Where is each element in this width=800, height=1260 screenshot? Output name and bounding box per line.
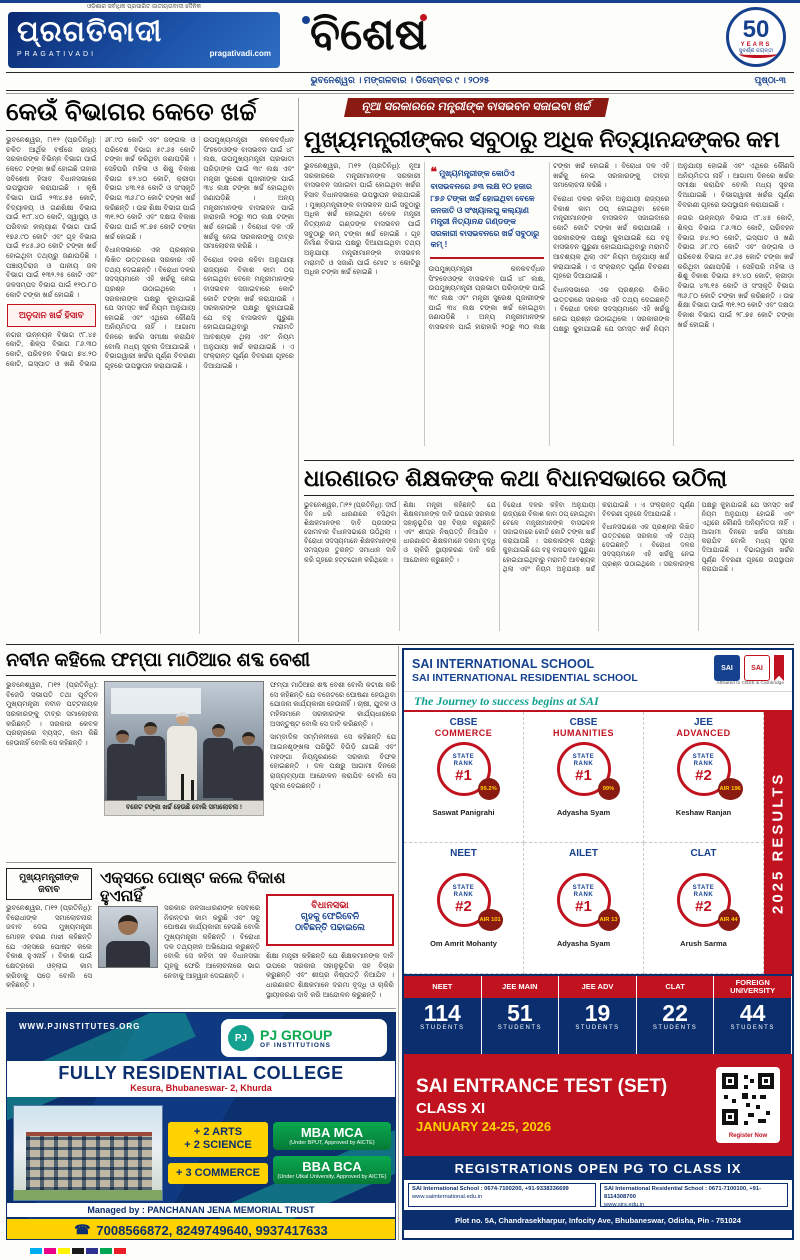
dateline-rule-2 bbox=[6, 93, 794, 94]
photo-caption: ବଜେଟ ଟଙ୍କା ଖର୍ଚ୍ଚ ହେଉଛି ବୋଲି ସମାଲୋଚନା ! bbox=[104, 801, 264, 816]
photo-figure bbox=[135, 722, 165, 796]
rank-number: #2 bbox=[695, 898, 712, 916]
pj-brand-panel bbox=[221, 1019, 387, 1057]
contact-phone: SAI International Residential School : 0671-7100100, +91-8114308700 bbox=[604, 1186, 762, 1200]
article-paragraph: ବିଧାନସଭାରେ ଏକ ପ୍ରଶ୍ନର ଲିଖିତ ଉତ୍ତରରେ ସରକାର ଏହି ତଥ୍ୟ ଦେଇଛନ୍ତି । ବିରୋଧୀ ଦଳର ସଦସ୍ୟମାନେ ଏହି ଖର୍ଚ୍ଚକୁ ନେଇ ପ୍ରଶ୍ନ ଉଠାଇଥିଲେ । ସରକାରଙ୍କ ପକ୍ଷରୁ କୁହାଯାଇଛି ଯେ ସମସ୍ତ ଖର୍ଚ୍ଚ ନିୟମ ଅନୁଯାୟୀ ହୋଇଛି ଏବଂ ଏଥିରେ କୌଣସି ଅନିୟମିତତା ନାହିଁ । ଆଗାମୀ ଦିନରେ ଖର୍ଚ୍ଚର ସମୀକ୍ଷା କରାଯିବ ବୋଲି ମଧ୍ୟ ସୂଚନା ଦିଆଯାଇଛି । ବିଭାଗୱାରୀ ଖର୍ଚ୍ଚର ପୂର୍ଣ୍ଣ ବିବରଣୀ ଗୃହରେ ଉପସ୍ଥାପନ କରାଯାଇଛି । bbox=[553, 163, 794, 333]
stat-unit: STUDENTS bbox=[575, 1025, 620, 1032]
masthead-website: pragativadi.com bbox=[209, 49, 271, 59]
set-date: JANUARY 24-25, 2026 bbox=[416, 1118, 552, 1134]
result-cell-cbse-commerce bbox=[404, 712, 524, 843]
sai-results-area bbox=[404, 712, 792, 974]
print-color-marks bbox=[30, 1248, 126, 1254]
masthead-latin: PRAGATIVADI bbox=[17, 51, 97, 59]
rank-label: STATE bbox=[692, 885, 715, 892]
score-badge: 99% bbox=[598, 778, 620, 800]
stat-jee-main bbox=[482, 976, 560, 1054]
article-column bbox=[164, 904, 260, 1004]
article-paragraph: ଭୁବନେଶ୍ୱର, ୮ା୧୨ (ପ୍ରତିନିଧି): ଚଳିତ ଆର୍ଥିକ ବର୍ଷରେ ରାଜ୍ୟ ସରକାରଙ୍କ ବିଭିନ୍ନ ବିଭାଗ ପାଇଁ କେତେ ଟଙ୍କା ଖର୍ଚ୍ଚ ହୋଇଛି ତାହାର ସବିଶେଷ ହିସାବ ବିଧାନସଭାରେ ଉପସ୍ଥାପନ କରାଯାଇଛି । କୃଷି ବିଭାଗ ପାଇଁ ୨୩୪.୭୫ କୋଟି, ବିଦ୍ୟାଳୟ ଓ ଗଣଶିକ୍ଷା ବିଭାଗ ପାଇଁ ୧୯୮.୪୦ କୋଟି, ସ୍ୱାସ୍ଥ୍ୟ ଓ ପରିବାର କଲ୍ୟାଣ ବିଭାଗ ପାଇଁ ୧୭୬.୯୦ କୋଟି ଏବଂ ଗୃହ ବିଭାଗ ପାଇଁ ୧୪୫.୬୦ କୋଟି ଟଙ୍କା ଖର୍ଚ୍ଚ ହୋଇଥିବା ତଥ୍ୟରୁ ଜଣାପଡ଼ିଛି । ପଞ୍ଚାୟତିରାଜ ଓ ପାନୀୟ ଜଳ ବିଭାଗ ପାଇଁ ୧୩୨.୨୫ କୋଟି ଏବଂ ଜଳସମ୍ପଦ ବିଭାଗ ପାଇଁ ୧୨୦.୮୦ କୋଟି ଟଙ୍କା ଖର୍ଚ୍ଚ ହୋଇଛି । bbox=[6, 137, 97, 299]
article-column bbox=[6, 904, 92, 1004]
highlight-line: ଠାବିଛନ୍ତି ପଢାଇଲେ bbox=[295, 922, 365, 932]
highlight-box bbox=[266, 894, 394, 946]
rank-label: RANK bbox=[453, 892, 474, 899]
stat-value: 51 bbox=[507, 1000, 533, 1026]
stat-neet bbox=[404, 976, 482, 1054]
result-cell-cbse-humanities bbox=[524, 712, 644, 843]
sai-logos bbox=[714, 655, 784, 681]
score-badge: AIR 101 bbox=[478, 909, 503, 931]
article-paragraph: ଭୁବନେଶ୍ୱର, ୮ା୧୨ (ପ୍ରତିନିଧି): ବିରୋଧୀଙ୍କ ସମାଲୋଚନାର ଜବାବ ଦେଇ ମୁଖ୍ୟମନ୍ତ୍ରୀ ମୋହନ ଚରଣ ମାଝୀ କହିଛନ୍ତି ଯେ ଏକ୍ସରେ ପୋଷ୍ଟ କଲେ ବିକାଶ ହୁଏନାହିଁ । ବିକାଶ ପାଇଁ କ୍ଷେତ୍ରରେ ଓହ୍ଲାଇ କାମ କରିବାକୁ ପଡ଼େ ବୋଲି ସେ କହିଛନ୍ତି । bbox=[6, 905, 92, 990]
result-cell-neet bbox=[404, 843, 524, 974]
column-divider bbox=[298, 98, 299, 642]
contact-residential-school bbox=[600, 1183, 788, 1207]
pull-quote bbox=[430, 162, 545, 259]
article-paragraph: ବିରୋଧୀ ଦଳର କହିବା ଅନୁଯାୟୀ ରାଜ୍ୟରେ ବିକାଶ କାମ ଠପ୍ ହୋଇଥିବା ବେଳେ ମନ୍ତ୍ରୀମାନଙ୍କ ବାସଭବନ ସଜାଇବାରେ କୋଟି କୋଟି ଟଙ୍କା ଖର୍ଚ୍ଚ କରାଯାଉଛି । ସରକାରଙ୍କ ପକ୍ଷରୁ କୁହାଯାଇଛି ଯେ ବହୁ ବାସଭବନ ପୁରୁଣା ହୋଇଯାଇଥିବାରୁ ମରାମତି ଆବଶ୍ୟକ ଥିଲା ଏବଂ ନିୟମ ଅନୁଯାୟୀ ଖର୍ଚ୍ଚ କରାଯାଇଛି । ଏ ସଂକ୍ରାନ୍ତ ପୂର୍ଣ୍ଣ ବିବରଣୀ ଗୃହରେ ଦିଆଯାଇଛି । bbox=[203, 256, 294, 371]
rank-label: RANK bbox=[693, 761, 714, 768]
campus-photo bbox=[13, 1105, 163, 1201]
print-mark bbox=[30, 1248, 42, 1254]
stat-label: JEE ADV bbox=[559, 976, 636, 998]
stat-label: CLAT bbox=[637, 976, 714, 998]
subhead-box: ଅନୁଦାନ ଖର୍ଚ୍ଚ ହିସାବ bbox=[7, 304, 96, 326]
score-badge: AIR 44 bbox=[718, 909, 740, 931]
pj-phone-bar bbox=[7, 1219, 395, 1240]
pj-website: WWW.PJINSTITUTES.ORG bbox=[19, 1022, 141, 1031]
masthead bbox=[8, 12, 280, 68]
rank-label: STATE bbox=[572, 754, 595, 761]
pj-location: Kesura, Bhubaneswar- 2, Khurda bbox=[130, 1082, 272, 1093]
article-paragraph: ବିରୋଧୀ ଦଳର କହିବା ଅନୁଯାୟୀ ରାଜ୍ୟରେ ବିକାଶ କାମ ଠପ୍ ହୋଇଥିବା ବେଳେ ମନ୍ତ୍ରୀମାନଙ୍କ ବାସଭବନ ସଜାଇବାରେ କୋଟି କୋଟି ଟଙ୍କା ଖର୍ଚ୍ଚ କରାଯାଉଛି । ସରକାରଙ୍କ ପକ୍ଷରୁ କୁହାଯାଇଛି ଯେ ବହୁ ବାସଭବନ ପୁରୁଣା ହୋଇଯାଇଥିବାରୁ ମରାମତି ଆବଶ୍ୟକ ଥିଲା ଏବଂ ନିୟମ ଅନୁଯାୟୀ ଖର୍ଚ୍ଚ କରାଯାଇଛି । ଏ ସଂକ୍ରାନ୍ତ ପୂର୍ଣ୍ଣ ବିବରଣୀ ଗୃହରେ ଦିଆଯାଇଛି । bbox=[553, 195, 670, 281]
rank-label: STATE bbox=[452, 754, 475, 761]
rank-label: RANK bbox=[693, 892, 714, 899]
sai-stats-row bbox=[404, 974, 792, 1054]
student-name: Om Amrit Mohanty bbox=[430, 939, 497, 948]
stat-label: NEET bbox=[404, 976, 481, 998]
microphone bbox=[181, 774, 184, 800]
article-kicker: ନୂଆ ସରକାରରେ ମନ୍ତ୍ରୀଙ୍କ ବାସଭବନ ସଜାଇବା ଖର୍ଚ୍ଚ bbox=[344, 98, 609, 117]
photo-figure bbox=[203, 724, 233, 798]
anniversary-emblem bbox=[726, 7, 786, 67]
anniversary-number: 50 bbox=[742, 16, 770, 43]
article-paragraph: ଭୁବନେଶ୍ୱର, ୮ା୧୨ (ପ୍ରତିନିଧି): ଦୀର୍ଘ ଦିନ ଧରି ଧାରଣାରେ ବସିଥିବା ଶିକ୍ଷକମାନଙ୍କ ଦାବି ପ୍ରସଙ୍ଗ ସୋମବାର ବିଧାନସଭାରେ ଉଠିଥିଲା । ବିରୋଧୀ ସଦସ୍ୟମାନେ ଶିକ୍ଷକମାନଙ୍କ ସମସ୍ୟାର ତୁରନ୍ତ ସମାଧାନ ଦାବି କରି ଗୃହରେ ହଟ୍ଟଗୋଳ କରିଥିଲେ । bbox=[304, 502, 397, 564]
ad-divider bbox=[398, 646, 399, 1240]
article-headline: ନବୀନ କହିଲେ ଫମ୍ପା ମାଠିଆର ଶବ୍ଦ ବେଶୀ bbox=[6, 650, 311, 671]
portrait-head bbox=[118, 915, 138, 935]
stat-value: 22 bbox=[662, 1000, 688, 1026]
result-exam: NEET bbox=[450, 848, 477, 859]
highlight-line: ବିଧାନସଭା bbox=[311, 900, 349, 911]
stat-value: 44 bbox=[739, 1000, 766, 1026]
sai-tagline: The Journey to success begins at SAI bbox=[404, 692, 792, 712]
student-name: Adyasha Syam bbox=[556, 808, 611, 817]
highlight-line: ଗୃହକୁ ଫେରିବେନି bbox=[300, 911, 360, 921]
course-chip bbox=[168, 1122, 268, 1156]
contact-day-school bbox=[408, 1183, 596, 1207]
stat-value: 114 bbox=[423, 1000, 461, 1026]
article-paragraph: ସରକାର ଜନସାଧାରଣଙ୍କ ସେବାରେ ନିରନ୍ତର କାମ କରୁଛି ଏବଂ ସବୁ ଘୋଷଣା କାର୍ଯ୍ୟକାରୀ ହେଉଛି ବୋଲି ମୁଖ୍ୟମନ୍ତ୍ରୀ କହିଛନ୍ତି । ବିରୋଧୀ ଦଳ ତଥ୍ୟହୀନ ଅଭିଯୋଗ କରୁଛନ୍ତି ବୋଲି ସେ କହିବା ସହ ବିଧାନସଭା ଗୃହକୁ ଫେରି ଆଲୋଚନାରେ ଭାଗ ନେବାକୁ ଆହ୍ୱାନ ଦେଇଛନ୍ତି । bbox=[164, 905, 260, 980]
pj-phone-numbers: 7008566872, 8249749640, 9937417633 bbox=[96, 1222, 328, 1238]
rank-number: #1 bbox=[575, 898, 592, 916]
rank-label: STATE bbox=[692, 754, 715, 761]
rank-label: STATE bbox=[452, 885, 475, 892]
phone-icon: ☎ bbox=[74, 1222, 91, 1237]
program-box bbox=[273, 1156, 391, 1184]
headline-rule bbox=[304, 156, 794, 157]
article-cm-residence-expense bbox=[304, 98, 794, 456]
set-title: SAI ENTRANCE TEST (SET) bbox=[416, 1076, 668, 1098]
article-paragraph: ନଗର ଉନ୍ନୟନ ବିଭାଗ ୯୮.୪୫ କୋଟି, ଶିଳ୍ପ ବିଭାଗ ୮୬.୩୦ କୋଟି, ପରିବହନ ବିଭାଗ ୭୪.୨୦ କୋଟି, ଇସ୍ପାତ ଓ ଖଣି ବିଭାଗ ୬୮.୯୦ କୋଟି ଏବଂ ଜଙ୍ଗଲ ଓ ପରିବେଶ ବିଭାଗ ୫୯.୬୫ କୋଟି ଟଙ୍କା ଖର୍ଚ୍ଚ କରିଥିବା ଜଣାପଡ଼ିଛି । ସେହିପରି ମହିଳା ଓ ଶିଶୁ ବିକାଶ ବିଭାଗ ୫୨.୪୦ କୋଟି, କ୍ରୀଡ଼ା ବିଭାଗ ୪୩.୧୫ କୋଟି ଓ ସଂସ୍କୃତି ବିଭାଗ ୩୬.୮୦ କୋଟି ଟଙ୍କା ଖର୍ଚ୍ଚ କରିଛନ୍ତି । ଉଚ୍ଚ ଶିକ୍ଷା ବିଭାଗ ପାଇଁ ୩୧.୨୦ କୋଟି ଏବଂ ଦକ୍ଷତା ବିକାଶ ବିଭାଗ ପାଇଁ ୨୮.୭୫ କୋଟି ଟଙ୍କା ଖର୍ଚ୍ଚ ହୋଇଛି । bbox=[677, 215, 794, 329]
pj-title-ribbon bbox=[7, 1061, 395, 1097]
article-headline: ଏକ୍ସରେ ପୋଷ୍ଟ କଲେ ବିକାଶ ହୁଏନାହିଁ bbox=[100, 870, 286, 905]
program-title: MBA MCA bbox=[300, 1125, 364, 1141]
sub-article-divider bbox=[6, 862, 396, 863]
microphone bbox=[191, 780, 194, 800]
program-title: BBA BCA bbox=[302, 1159, 362, 1174]
results-year-band: 2025 RESULTS bbox=[764, 712, 792, 974]
qr-code bbox=[716, 1067, 780, 1143]
rank-number: #2 bbox=[695, 767, 712, 785]
sai-school-name-2: SAI INTERNATIONAL RESIDENTIAL SCHOOL bbox=[412, 672, 638, 685]
sai-crest-icon: SAI bbox=[714, 655, 740, 681]
anniversary-years-label: YEARS bbox=[740, 42, 772, 48]
article-column bbox=[270, 681, 396, 853]
photo-block bbox=[104, 681, 264, 853]
pull-quote-text: ମୁଖ୍ୟମନ୍ତ୍ରୀଙ୍କ କୋଠିଏ ବାସଭବନରେ ୬୩ ଲକ୍ଷ ୧୦ ହଜାର ୮୭୬ ଟଙ୍କା ଖର୍ଚ୍ଚ ହୋଇଥିବା ବେଳେ ଜନଜାତି ଓ ସଂଖ୍ୟାଲଘୁ କଲ୍ୟାଣ ମନ୍ତ୍ରୀ ନିତ୍ୟାନନ୍ଦ ଗଣ୍ଡଙ୍କ ସରକାରୀ ବାସଭବନରେ ଖର୍ଚ୍ଚ ସବୁଠାରୁ କମ୍ ! bbox=[430, 169, 540, 250]
article-naveen-statement bbox=[6, 650, 396, 858]
stat-jee-adv bbox=[559, 976, 637, 1054]
rank-label: RANK bbox=[573, 892, 594, 899]
article-paragraph: ଉପମୁଖ୍ୟମନ୍ତ୍ରୀ କନକବର୍ଦ୍ଧନ ସିଂହଦେଓଙ୍କ ବାସଭବନ ପାଇଁ ୪୮ ଲକ୍ଷ, ଉପମୁଖ୍ୟମନ୍ତ୍ରୀ ପ୍ରଭାତୀ ପରିଡ଼ାଙ୍କ ପାଇଁ ୩୯ ଲକ୍ଷ ଏବଂ ମନ୍ତ୍ରୀ ସୁରେଶ ପୂଜାରୀଙ୍କ ପାଇଁ ୩୪ ଲକ୍ଷ ଟଙ୍କା ଖର୍ଚ୍ଚ ହୋଇଥିବା ଜଣାପଡ଼ିଛି । ଅନ୍ୟ ମନ୍ତ୍ରୀମାନଙ୍କ ବାସଭବନ ପାଇଁ ହାରାହାରି ୨୦ରୁ ୩୦ ଲକ୍ଷ ଟଙ୍କା ଖର୍ଚ୍ଚ ହୋଇଛି । ବିରୋଧୀ ଦଳ ଏହି ଖର୍ଚ୍ଚକୁ ନେଇ ସରକାରଙ୍କୁ ତୀବ୍ର ସମାଲୋଚନା କରିଛି । bbox=[203, 137, 294, 251]
stat-unit: STUDENTS bbox=[420, 1025, 465, 1032]
stat-unit: STUDENTS bbox=[730, 1025, 775, 1032]
result-cell-ailet bbox=[524, 843, 644, 974]
result-exam: CLAT bbox=[690, 848, 717, 859]
photo-backdrop-banner bbox=[111, 688, 201, 714]
stat-clat bbox=[637, 976, 715, 1054]
article-paragraph: ଉପମୁଖ୍ୟମନ୍ତ୍ରୀ କନକବର୍ଦ୍ଧନ ସିଂହଦେଓଙ୍କ ବାସଭବନ ପାଇଁ ୪୮ ଲକ୍ଷ, ଉପମୁଖ୍ୟମନ୍ତ୍ରୀ ପ୍ରଭାତୀ ପରିଡ଼ାଙ୍କ ପାଇଁ ୩୯ ଲକ୍ଷ ଏବଂ ମନ୍ତ୍ରୀ ସୁରେଶ ପୂଜାରୀଙ୍କ ପାଇଁ ୩୪ ଲକ୍ଷ ଟଙ୍କା ଖର୍ଚ୍ଚ ହୋଇଥିବା ଜଣାପଡ଼ିଛି । ଅନ୍ୟ ମନ୍ତ୍ରୀମାନଙ୍କ ବାସଭବନ ପାଇଁ ହାରାହାରି ୨୦ରୁ ୩୦ ଲକ୍ଷ ଟଙ୍କା ଖର୍ଚ୍ଚ ହୋଇଛି । ବିରୋଧୀ ଦଳ ଏହି ଖର୍ଚ୍ଚକୁ ନେଇ ସରକାରଙ୍କୁ ତୀବ୍ର ସମାଲୋଚନା କରିଛି । bbox=[428, 163, 670, 331]
program-subtitle: (Under BPUT, Approved by AICTE) bbox=[289, 1140, 375, 1146]
article-body bbox=[304, 162, 794, 446]
stat-value: 19 bbox=[584, 1000, 611, 1026]
course-line: + 2 SCIENCE bbox=[184, 1139, 252, 1152]
result-stream bbox=[644, 859, 763, 870]
stat-foreign-university bbox=[714, 976, 792, 1054]
pj-brand-name: PJ GROUP bbox=[260, 1026, 333, 1043]
print-mark bbox=[100, 1248, 112, 1254]
masthead-tagline: ଓଡ଼ିଶାର ସର୍ବାଧିକ ପ୍ରସାରିତ ଜାତୀୟତାବାଦୀ ଦୈନିକ bbox=[86, 4, 202, 10]
pj-content-row bbox=[13, 1105, 391, 1201]
sai-contacts bbox=[404, 1180, 792, 1210]
qr-code-image bbox=[720, 1071, 776, 1127]
sai-affiliation: Affiliated to CBSE & Cambridge bbox=[716, 681, 784, 686]
sai-results-grid bbox=[404, 712, 764, 974]
result-exam: CBSE bbox=[569, 717, 598, 728]
anniversary-swoosh bbox=[739, 50, 777, 58]
ad-top-divider bbox=[6, 1008, 396, 1009]
article-headline: ଧାରଣାରତ ଶିକ୍ଷକଙ୍କ କଥା ବିଧାନସଭାରେ ଉଠିଲା bbox=[304, 465, 728, 491]
photo-figure bbox=[233, 732, 263, 801]
cm-portrait-photo bbox=[98, 906, 158, 968]
article-headline: କେଉଁ ବିଭାଗର କେତେ ଖର୍ଚ୍ଚ bbox=[6, 98, 257, 126]
print-mark bbox=[44, 1248, 56, 1254]
article-paragraph: ଶିକ୍ଷା ମନ୍ତ୍ରୀ କହିଛନ୍ତି ଯେ ଶିକ୍ଷକମାନଙ୍କ ଦାବି ଉପରେ ସରକାର ସହାନୁଭୂତିର ସହ ବିଚାର କରୁଛନ୍ତି ଏବଂ ଶୀଘ୍ର ନିଷ୍ପତ୍ତି ନିଆଯିବ । ଧାରଣାରତ ଶିକ୍ଷକମାନେ ଦରମା ବୃଦ୍ଧି ଓ ଚାକିରି ସ୍ଥାୟୀକରଣ ଦାବି କରି ଆନ୍ଦୋଳନ କରୁଛନ୍ତି । bbox=[266, 953, 394, 999]
section-title: ବିଶେଷ bbox=[310, 12, 428, 59]
rank-label: STATE bbox=[572, 885, 595, 892]
rank-label: RANK bbox=[453, 761, 474, 768]
campus-ground bbox=[14, 1190, 162, 1200]
pj-programs bbox=[273, 1105, 391, 1201]
article-paragraph: ନଗର ଉନ୍ନୟନ ବିଭାଗ ୯୮.୪୫ କୋଟି, ଶିଳ୍ପ ବିଭାଗ ୮୬.୩୦ କୋଟି, ପରିବହନ ବିଭାଗ ୭୪.୨୦ କୋଟି, ଇସ୍ପାତ ଓ ଖଣି ବିଭାଗ ୬୮.୯୦ କୋଟି ଏବଂ ଜଙ୍ଗଲ ଓ ପରିବେଶ ବିଭାଗ ୫୯.୬୫ କୋଟି ଟଙ୍କା ଖର୍ଚ୍ଚ କରିଥିବା ଜଣାପଡ଼ିଛି । ସେହିପରି ମହିଳା ଓ ଶିଶୁ ବିକାଶ ବିଭାଗ ୫୨.୪୦ କୋଟି, କ୍ରୀଡ଼ା ବିଭାଗ ୪୩.୧୫ କୋଟି ଓ ସଂସ୍କୃତି ବିଭାଗ ୩୬.୮୦ କୋଟି ଟଙ୍କା ଖର୍ଚ୍ଚ କରିଛନ୍ତି । ଉଚ୍ଚ ଶିକ୍ଷା ବିଭାଗ ପାଇଁ ୩୧.୨୦ କୋଟି ଏବଂ ଦକ୍ଷତା ବିକାଶ ବିଭାଗ ପାଇଁ ୨୮.୭୫ କୋଟି ଟଙ୍କା ଖର୍ଚ୍ଚ ହୋଇଛି । bbox=[6, 137, 196, 368]
stat-label: FOREIGN UNIVERSITY bbox=[714, 976, 791, 998]
print-mark bbox=[86, 1248, 98, 1254]
portrait-body bbox=[106, 941, 150, 967]
sai-school-ad bbox=[402, 648, 794, 1240]
result-cell-jee-advanced bbox=[644, 712, 764, 843]
photo-figure bbox=[107, 730, 137, 801]
result-exam: JEE bbox=[694, 717, 713, 728]
contact-phone: SAI International School : 0674-7100200, +91-9338336699 bbox=[412, 1186, 569, 1192]
student-name: Arush Sarma bbox=[680, 939, 727, 948]
course-line: + 2 ARTS bbox=[193, 1126, 243, 1139]
register-now-label: Register Now bbox=[728, 1133, 768, 1139]
article-divider bbox=[304, 460, 794, 461]
anniversary-subtext: ସୁବର୍ଣ୍ଣ ଜୟନ୍ତୀ bbox=[738, 48, 774, 54]
score-badge: AIR 13 bbox=[598, 909, 620, 931]
quote-icon: ❝ bbox=[430, 165, 437, 179]
stat-label: JEE MAIN bbox=[482, 976, 559, 998]
sai-address: Plot no. 5A, Chandrasekharpur, Infocity Ave, Bhubaneswar, Odisha, Pin - 751024 bbox=[404, 1210, 792, 1230]
campus-building bbox=[26, 1132, 152, 1190]
section-divider bbox=[6, 644, 794, 645]
article-paragraph: ଭୁବନେଶ୍ୱର, ୮ା୧୨ (ପ୍ରତିନିଧି): ନୂଆ ସରକାରରେ ମନ୍ତ୍ରୀମାନଙ୍କ ସରକାରୀ ବାସଭବନ ସଜାଇବା ପାଇଁ ହୋଇଥିବା ଖର୍ଚ୍ଚର ହିସାବ ବିଧାନସଭାରେ ଉପସ୍ଥାପନ କରାଯାଇଛି । ମୁଖ୍ୟମନ୍ତ୍ରୀଙ୍କ ବାସଭବନ ପାଇଁ ସବୁଠାରୁ ଅଧିକ ଖର୍ଚ୍ଚ ହୋଇଥିବା ବେଳେ ମନ୍ତ୍ରୀ ନିତ୍ୟାନନ୍ଦ ଗଣ୍ଡଙ୍କ ବାସଭବନ ପାଇଁ ସବୁଠାରୁ କମ୍ ଟଙ୍କା ଖର୍ଚ୍ଚ ହୋଇଛି । ଗୃହ ନିର୍ମାଣ ବିଭାଗ ପକ୍ଷରୁ ଦିଆଯାଇଥିବା ତଥ୍ୟ ଅନୁଯାୟୀ ମନ୍ତ୍ରୀମାନଙ୍କ ବାସଭବନ ମରାମତି ଓ ସଜାଣି ପାଇଁ ମୋଟ ୪ କୋଟିରୁ ଅଧିକ ଟଙ୍କା ଖର୍ଚ୍ଚ ହୋଇଛି । bbox=[304, 163, 421, 277]
award-ribbon-icon bbox=[774, 655, 784, 681]
program-box bbox=[273, 1122, 391, 1150]
course-chip: + 3 COMMERCE bbox=[168, 1163, 268, 1184]
header-rule bbox=[6, 72, 794, 73]
article-column bbox=[266, 952, 394, 1004]
article-headline: ମୁଖ୍ୟମନ୍ତ୍ରୀଙ୍କର ସବୁଠାରୁ ଅଧିକ ନିତ୍ୟାନନ୍ଦଙ୍କର କମ bbox=[304, 126, 780, 152]
result-stream: ADVANCED bbox=[676, 728, 731, 738]
result-cell-clat bbox=[644, 843, 764, 974]
sai-entrance-test-box bbox=[404, 1054, 792, 1156]
sai-school-name-1: SAI INTERNATIONAL SCHOOL bbox=[412, 656, 595, 671]
article-paragraph: ଫମ୍ପା ମାଠିଆର ଶବ୍ଦ ବେଶୀ ବୋଲି କଟାକ୍ଷ କରି ସେ କହିଛନ୍ତି ଯେ ବଜେଟରେ ଘୋଷଣା ହେଉଥିବା ଯୋଜନା କାର୍ଯ୍ୟକାରୀ ହେଉନାହିଁ । ଚାଷୀ, ଯୁବକ ଓ ମହିଳାମାନେ ସରକାରଙ୍କ କାର୍ଯ୍ୟଧାରାରେ ଅସନ୍ତୁଷ୍ଟ ବୋଲି ସେ ଦାବି କରିଛନ୍ତି । bbox=[270, 682, 396, 728]
score-badge: AIR 196 bbox=[718, 778, 743, 800]
stat-unit: STUDENTS bbox=[497, 1025, 543, 1032]
article-body bbox=[6, 136, 294, 634]
program-subtitle: (Under Utkal University, Approved by AICTE) bbox=[277, 1173, 387, 1180]
article-paragraph: ବିରୋଧୀ ଦଳର କହିବା ଅନୁଯାୟୀ ରାଜ୍ୟରେ ବିକାଶ କାମ ଠପ୍ ହୋଇଥିବା ବେଳେ ମନ୍ତ୍ରୀମାନଙ୍କ ବାସଭବନ ସଜାଇବାରେ କୋଟି କୋଟି ଟଙ୍କା ଖର୍ଚ୍ଚ କରାଯାଉଛି । ସରକାରଙ୍କ ପକ୍ଷରୁ କୁହାଯାଇଛି ଯେ ବହୁ ବାସଭବନ ପୁରୁଣା ହୋଇଯାଇଥିବାରୁ ମରାମତି ଆବଶ୍ୟକ ଥିଲା ଏବଂ ନିୟମ ଅନୁଯାୟୀ ଖର୍ଚ୍ଚ କରାଯାଇଛି । ଏ ସଂକ୍ରାନ୍ତ ପୂର୍ଣ୍ଣ ବିବରଣୀ ଗୃହରେ ଦିଆଯାଇଛି । bbox=[502, 502, 695, 573]
registrations-band: REGISTRATIONS OPEN PG TO CLASS IX bbox=[404, 1156, 792, 1180]
pj-brand-sub: OF INSTITUTIONS bbox=[260, 1041, 331, 1049]
stat-unit: STUDENTS bbox=[652, 1025, 698, 1032]
article-teachers-protest bbox=[304, 465, 794, 641]
sai-header bbox=[404, 650, 792, 692]
rank-number: #2 bbox=[455, 898, 472, 916]
result-exam: CBSE bbox=[449, 717, 478, 728]
pj-logo: PJ bbox=[228, 1025, 254, 1051]
print-mark bbox=[72, 1248, 84, 1254]
pj-title: FULLY RESIDENTIAL COLLEGE bbox=[58, 1063, 344, 1083]
article-cm-reply bbox=[6, 868, 396, 1006]
pj-group-ad bbox=[6, 1012, 396, 1240]
set-class: CLASS XI bbox=[416, 1099, 486, 1117]
student-name: Adyasha Syam bbox=[556, 939, 611, 948]
print-mark bbox=[114, 1248, 126, 1254]
result-exam: AILET bbox=[569, 848, 598, 859]
sai-crest-icon: SAI bbox=[744, 655, 770, 681]
rank-number: #1 bbox=[455, 767, 472, 785]
headline-rule bbox=[6, 675, 396, 676]
article-paragraph: ଭୁବନେଶ୍ୱର, ୮ା୧୨ (ପ୍ରତିନିଧି): ବିଜେଡି ସଭାପତି ତଥା ପୂର୍ବତନ ମୁଖ୍ୟମନ୍ତ୍ରୀ ନବୀନ ପଟ୍ଟନାୟକ ସରକାରଙ୍କୁ ତୀବ୍ର ସମାଲୋଚନା କରିଛନ୍ତି । ସରକାର କେବଳ ପ୍ରଚାରରେ ବ୍ୟସ୍ତ, କାମ କିଛି ହେଉନାହିଁ ବୋଲି ସେ କହିଛନ୍ତି । bbox=[6, 682, 98, 747]
student-name: Saswat Panigrahi bbox=[432, 808, 495, 817]
article-column bbox=[6, 681, 98, 853]
result-stream bbox=[404, 859, 523, 870]
article-body bbox=[304, 501, 794, 631]
article-paragraph: ଶିକ୍ଷା ମନ୍ତ୍ରୀ କହିଛନ୍ତି ଯେ ଶିକ୍ଷକମାନଙ୍କ ଦାବି ଉପରେ ସରକାର ସହାନୁଭୂତିର ସହ ବିଚାର କରୁଛନ୍ତି ଏବଂ ଶୀଘ୍ର ନିଷ୍ପତ୍ତି ନିଆଯିବ । ଧାରଣାରତ ଶିକ୍ଷକମାନେ ଦରମା ବୃଦ୍ଧି ଓ ଚାକିରି ସ୍ଥାୟୀକରଣ ଦାବି କରି ଆନ୍ଦୋଳନ କରୁଛନ୍ତି । bbox=[403, 502, 496, 564]
student-name: Keshaw Ranjan bbox=[675, 808, 732, 817]
rank-number: #1 bbox=[575, 767, 592, 785]
headline-rule bbox=[304, 495, 794, 496]
pj-courses bbox=[168, 1105, 268, 1201]
print-mark bbox=[58, 1248, 70, 1254]
rank-label: RANK bbox=[573, 761, 594, 768]
headline-rule bbox=[6, 130, 294, 131]
decor-dot-blue bbox=[302, 16, 310, 24]
result-stream: COMMERCE bbox=[434, 728, 493, 738]
article-paragraph: ସାମ୍ବାଦିକ ସମ୍ମିଳନୀରେ ସେ କହିଛନ୍ତି ଯେ ଆଇନଶୃଙ୍ଖଳା ପରିସ୍ଥିତି ବିଗିଡ଼ି ଯାଇଛି ଏବଂ ମହଙ୍ଗା ନିୟନ୍ତ୍ରଣରେ ସରକାର ବିଫଳ ହୋଇଛନ୍ତି । ଦଳ ପକ୍ଷରୁ ଆଗାମୀ ଦିନରେ ରାଜ୍ୟବ୍ୟାପୀ ଆନ୍ଦୋଳନ କରାଯିବ ବୋଲି ସେ ସୂଚନା ଦେଇଛନ୍ତି । bbox=[270, 734, 396, 790]
result-stream bbox=[524, 859, 643, 870]
article-department-expenses bbox=[6, 98, 294, 642]
dateline-rule-1 bbox=[6, 90, 794, 91]
pj-managed-by: Managed by : PANCHANAN JENA MEMORIAL TRUST bbox=[7, 1203, 395, 1217]
page-number: ପୃଷ୍ଠା-୩ bbox=[754, 75, 786, 85]
masthead-title: ପ୍ରଗତିବାଦୀ bbox=[17, 17, 163, 48]
press-conference-photo bbox=[104, 681, 264, 801]
contact-website: www.sirs.edu.in bbox=[604, 1201, 645, 1208]
article-paragraph: ବିଧାନସଭାରେ ଏକ ପ୍ରଶ୍ନର ଲିଖିତ ଉତ୍ତରରେ ସରକାର ଏହି ତଥ୍ୟ ଦେଇଛନ୍ତି । ବିରୋଧୀ ଦଳର ସଦସ୍ୟମାନେ ଏହି ଖର୍ଚ୍ଚକୁ ନେଇ ପ୍ରଶ୍ନ ଉଠାଇଥିଲେ । ସରକାରଙ୍କ ପକ୍ଷରୁ କୁହାଯାଇଛି ଯେ ସମସ୍ତ ଖର୍ଚ୍ଚ ନିୟମ ଅନୁଯାୟୀ ହୋଇଛି ଏବଂ ଏଥିରେ କୌଣସି ଅନିୟମିତତା ନାହିଁ । ଆଗାମୀ ଦିନରେ ଖର୍ଚ୍ଚର ସମୀକ୍ଷା କରାଯିବ ବୋଲି ମଧ୍ୟ ସୂଚନା ଦିଆଯାଇଛି । ବିଭାଗୱାରୀ ଖର୍ଚ୍ଚର ପୂର୍ଣ୍ଣ ବିବରଣୀ ଗୃହରେ ଉପସ୍ଥାପନ କରାଯାଇଛି । bbox=[104, 247, 196, 371]
score-badge: 99.2% bbox=[478, 778, 500, 800]
article-label: ମୁଖ୍ୟମନ୍ତ୍ରୀଙ୍କ ଜବାବ bbox=[6, 868, 92, 900]
top-accent-bar bbox=[0, 0, 800, 3]
contact-website: www.saiinternational.edu.in bbox=[412, 1193, 483, 1200]
edition-dateline: ଭୁବନେଶ୍ୱର । ମଙ୍ଗଳବାର । ଡିସେମ୍ବର ୯ । ୨୦୨୫ bbox=[310, 75, 490, 85]
result-stream: HUMANITIES bbox=[553, 728, 614, 738]
article-paragraph: ବିଧାନସଭାରେ ଏକ ପ୍ରଶ୍ନର ଲିଖିତ ଉତ୍ତରରେ ସରକାର ଏହି ତଥ୍ୟ ଦେଇଛନ୍ତି । ବିରୋଧୀ ଦଳର ସଦସ୍ୟମାନେ ଏହି ଖର୍ଚ୍ଚକୁ ନେଇ ପ୍ରଶ୍ନ ଉଠାଇଥିଲେ । ସରକାରଙ୍କ ପକ୍ଷରୁ କୁହାଯାଇଛି ଯେ ସମସ୍ତ ଖର୍ଚ୍ଚ ନିୟମ ଅନୁଯାୟୀ ହୋଇଛି ଏବଂ ଏଥିରେ କୌଣସି ଅନିୟମିତତା ନାହିଁ । ଆଗାମୀ ଦିନରେ ଖର୍ଚ୍ଚର ସମୀକ୍ଷା କରାଯିବ ବୋଲି ମଧ୍ୟ ସୂଚନା ଦିଆଯାଇଛି । ବିଭାଗୱାରୀ ଖର୍ଚ୍ଚର ପୂର୍ଣ୍ଣ ବିବରଣୀ ଗୃହରେ ଉପସ୍ଥାପନ କରାଯାଇଛି । bbox=[602, 502, 794, 573]
